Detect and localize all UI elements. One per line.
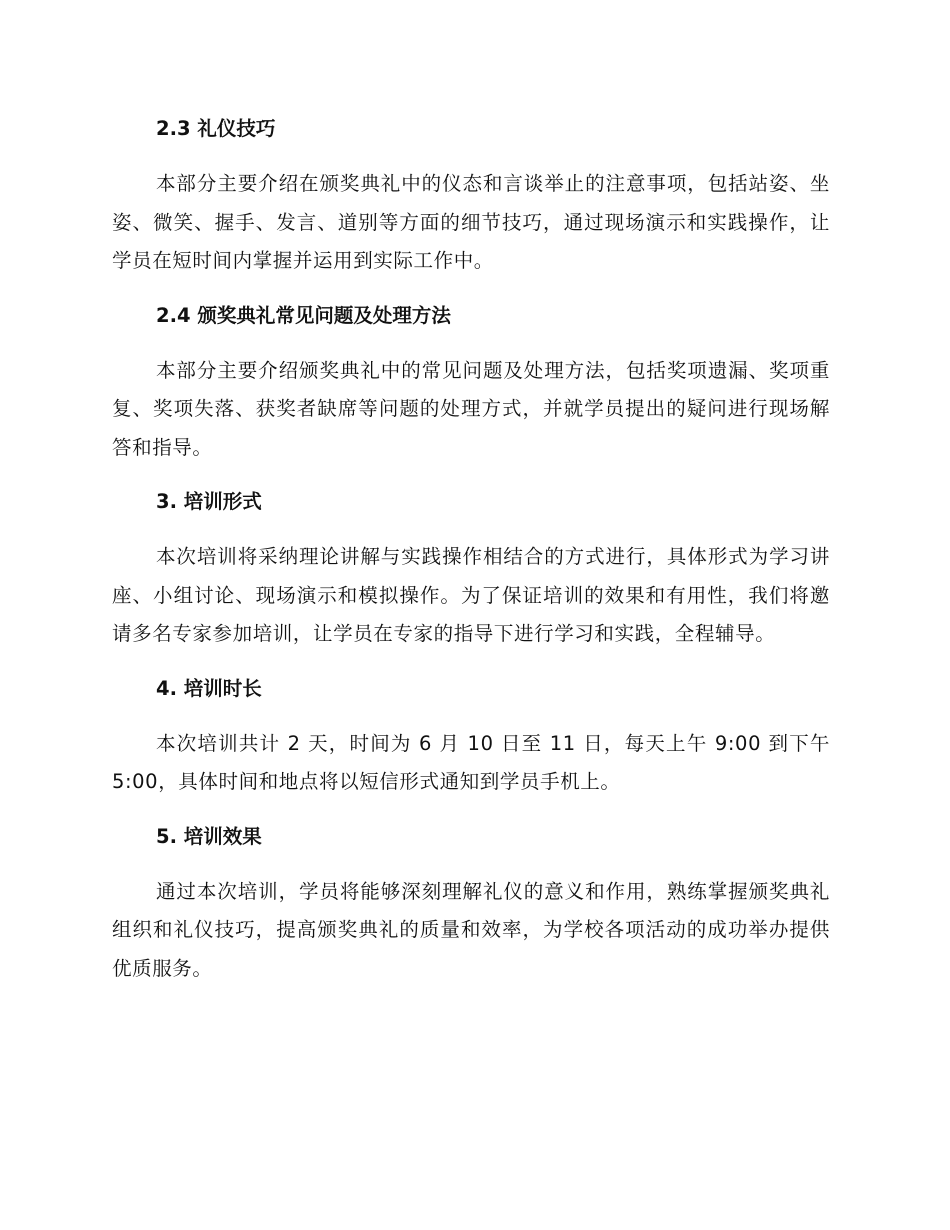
section-heading-training-duration: 4. 培训时长 [156, 676, 262, 700]
section-body-training-duration: 本次培训共计 2 天，时间为 6 月 10 日至 11 日，每天上午 9:00 到下午 5:00，具体时间和地点将以短信形式通知到学员手机上。 [112, 731, 830, 793]
section-body-training-effect: 通过本次培训，学员将能够深刻理解礼仪的意义和作用，熟练掌握颁奖典礼组织和礼仪技巧，提高颁奖典礼的质量和效率，为学校各项活动的成功举办提供优质服务。 [112, 879, 830, 980]
section-heading-training-effect: 5. 培训效果 [156, 824, 262, 848]
section-body-common-problems: 本部分主要介绍颁奖典礼中的常见问题及处理方法，包括奖项遗漏、奖项重复、奖项失落、获奖者缺席等问题的处理方式，并就学员提出的疑问进行现场解答和指导。 [112, 358, 830, 459]
section-heading-training-format: 3. 培训形式 [156, 490, 262, 513]
section-heading-common-problems: 2.4 颁奖典礼常见问题及处理方法 [156, 303, 451, 327]
section-body-etiquette-skills: 本部分主要介绍在颁奖典礼中的仪态和言谈举止的注意事项，包括站姿、坐姿、微笑、握手、发言、道别等方面的细节技巧，通过现场演示和实践操作，让学员在短时间内掌握并运用到实际工作中。 [112, 172, 830, 272]
section-body-training-format: 本次培训将采纳理论讲解与实践操作相结合的方式进行，具体形式为学习讲座、小组讨论、现场演示和模拟操作。为了保证培训的效果和有用性，我们将邀请多名专家参加培训，让学员在专家的指导下进行学习和实践，全程辅导。 [112, 545, 830, 645]
section-heading-etiquette-skills: 2.3 礼仪技巧 [156, 117, 276, 140]
